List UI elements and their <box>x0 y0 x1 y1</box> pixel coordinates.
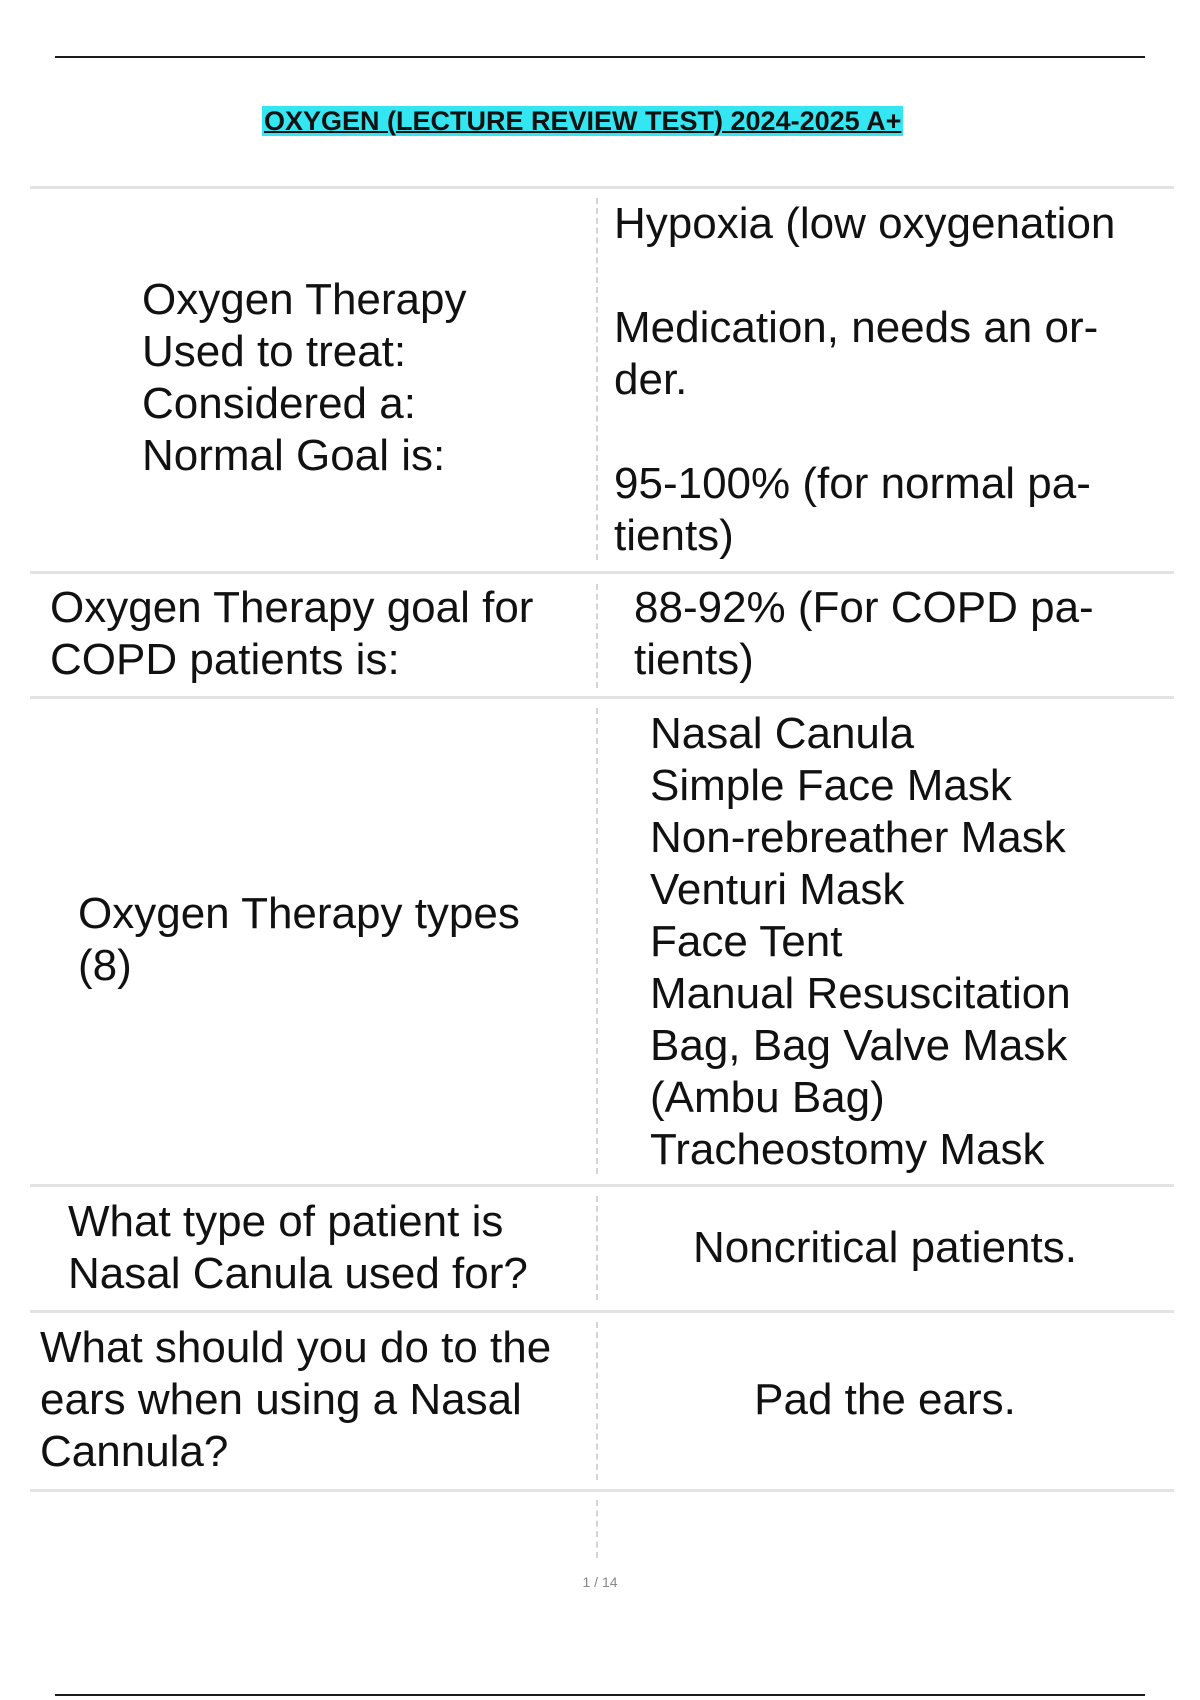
card-term <box>142 274 466 482</box>
card-definition <box>600 1222 1170 1274</box>
column-divider <box>596 584 598 688</box>
definition-line: (Ambu Bag) <box>650 1073 885 1122</box>
document-title-text: OXYGEN (LECTURE REVIEW TEST) 2024-2025 A+ <box>264 106 902 136</box>
term-line: Normal Goal is: <box>142 431 446 480</box>
definition-line: 95-100% (for normal pa- <box>614 459 1091 508</box>
term-line: What should you do to the <box>40 1323 552 1372</box>
bottom-rule <box>55 1694 1145 1696</box>
column-divider <box>596 1500 598 1558</box>
definition-line: Hypoxia (low oxygenation <box>614 199 1116 248</box>
card-definition <box>650 708 1071 1176</box>
table-top-border <box>30 186 1174 189</box>
definition-line: der. <box>614 355 688 404</box>
document-title <box>262 104 1002 138</box>
definition-line: Pad the ears. <box>754 1375 1016 1424</box>
card-term <box>50 582 533 686</box>
card-definition <box>600 1374 1170 1426</box>
term-line: Considered a: <box>142 379 416 428</box>
definition-line <box>614 406 1115 458</box>
row-divider <box>30 1310 1174 1313</box>
card-term <box>78 888 520 992</box>
definition-line: Face Tent <box>650 917 843 966</box>
top-rule <box>55 56 1145 58</box>
definition-line: tients) <box>614 511 734 560</box>
term-line: Nasal Canula used for? <box>68 1249 528 1298</box>
term-line: What type of patient is <box>68 1197 504 1246</box>
definition-line: Bag, Bag Valve Mask <box>650 1021 1068 1070</box>
term-line: Oxygen Therapy <box>142 275 467 324</box>
card-term <box>68 1196 528 1300</box>
term-line: Cannula? <box>40 1427 229 1476</box>
card-definition <box>634 582 1094 686</box>
definition-line: Venturi Mask <box>650 865 905 914</box>
row-divider <box>30 571 1174 574</box>
definition-line: 88-92% (For COPD pa- <box>634 583 1094 632</box>
column-divider <box>596 1322 598 1480</box>
definition-line: Tracheostomy Mask <box>650 1125 1045 1174</box>
definition-line: Non-rebreather Mask <box>650 813 1066 862</box>
term-line: Oxygen Therapy goal for <box>50 583 534 632</box>
column-divider <box>596 708 598 1174</box>
term-line: ears when using a Nasal <box>40 1375 522 1424</box>
column-divider <box>596 1196 598 1300</box>
definition-line: Manual Resuscitation <box>650 969 1071 1018</box>
card-term <box>40 1322 551 1478</box>
definition-line: Medication, needs an or- <box>614 303 1099 352</box>
definition-line: Noncritical patients. <box>693 1223 1077 1272</box>
term-line: Used to treat: <box>142 327 407 376</box>
row-divider <box>30 696 1174 699</box>
column-divider <box>596 198 598 560</box>
definition-line: Nasal Canula <box>650 709 915 758</box>
term-line: Oxygen Therapy types <box>78 889 520 938</box>
definition-line: tients) <box>634 635 754 684</box>
definition-line: Simple Face Mask <box>650 761 1012 810</box>
definition-line <box>614 250 1115 302</box>
page-indicator: 1 / 14 <box>582 1574 618 1590</box>
row-divider <box>30 1184 1174 1187</box>
card-definition <box>614 198 1115 562</box>
term-line: (8) <box>78 941 132 990</box>
term-line: COPD patients is: <box>50 635 400 684</box>
table-bottom-border <box>30 1489 1174 1492</box>
